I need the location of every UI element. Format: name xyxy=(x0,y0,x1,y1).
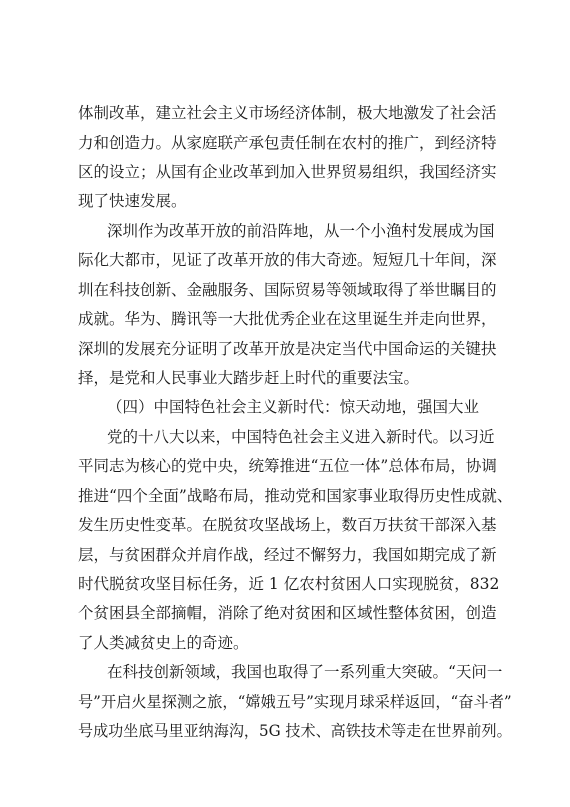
text-line: 号成功坐底马里亚纳海沟，5G 技术、高铁技术等走在世界前列。 xyxy=(78,722,512,740)
text-line: 发生历史性变革。在脱贫攻坚战场上，数百万扶贫干部深入基 xyxy=(78,516,497,534)
paragraph-first-line: 在科技创新领域，我国也取得了一系列重大突破。“天问一 xyxy=(107,663,503,681)
text-line: 成就。华为、腾讯等一大批优秀企业在这里诞生并走向世界， xyxy=(78,310,497,328)
text-line: 现了快速发展。 xyxy=(78,192,187,210)
paragraph-first-line: 党的十八大以来，中国特色社会主义进入新时代。以习近 xyxy=(107,428,495,446)
text-line: 时代脱贫攻坚目标任务，近 1 亿农村贫困人口实现脱贫，832 xyxy=(78,575,500,593)
text-line: 区的设立；从国有企业改革到加入世界贸易组织，我国经济实 xyxy=(78,163,497,181)
text-line: 层，与贫困群众并肩作战，经过不懈努力，我国如期完成了新 xyxy=(78,546,497,564)
text-line: 深圳的发展充分证明了改革开放是决定当代中国命运的关键抉 xyxy=(78,340,497,358)
text-line: 推进“四个全面”战略布局，推动党和国家事业取得历史性成就、 xyxy=(78,487,513,505)
section-heading: （四）中国特色社会主义新时代：惊天动地，强国大业 xyxy=(107,398,480,416)
text-line: 平同志为核心的党中央，统筹推进“五位一体”总体布局，协调 xyxy=(78,457,497,475)
text-line: 圳在科技创新、金融服务、国际贸易等领域取得了举世瞩目的 xyxy=(78,281,497,299)
text-line: 个贫困县全部摘帽，消除了绝对贫困和区域性整体贫困，创造 xyxy=(78,604,497,622)
text-line: 力和创造力。从家庭联产承包责任制在农村的推广，到经济特 xyxy=(78,134,497,152)
text-line: 号”开启火星探测之旅，“嫦娥五号”实现月球采样返回，“奋斗者” xyxy=(78,693,512,711)
text-line: 体制改革，建立社会主义市场经济体制，极大地激发了社会活 xyxy=(78,104,497,122)
text-line: 了人类减贫史上的奇迹。 xyxy=(78,634,249,652)
text-line: 择，是党和人民事业大踏步赶上时代的重要法宝。 xyxy=(78,369,420,387)
text-line: 际化大都市，见证了改革开放的伟大奇迹。短短几十年间，深 xyxy=(78,251,497,269)
paragraph-first-line: 深圳作为改革开放的前沿阵地，从一个小渔村发展成为国 xyxy=(107,222,495,240)
